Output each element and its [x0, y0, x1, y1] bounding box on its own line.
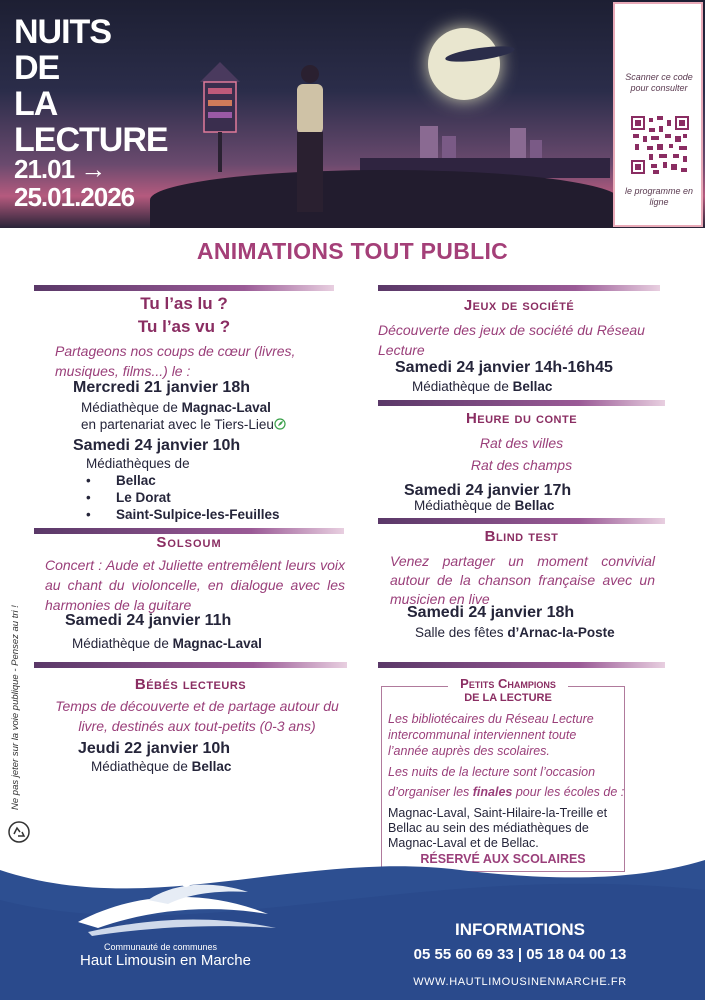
event-dates: 21.01 → 25.01.2026 [14, 154, 135, 212]
event-place: Médiathèque de Magnac-Laval [72, 636, 262, 651]
city-skyline-illustration [360, 118, 610, 178]
list-item: • Saint-Sulpice-les-Feuilles [86, 506, 280, 523]
event-place: Médiathèque de Bellac [414, 498, 555, 513]
section-desc: Rat des champs [470, 457, 573, 473]
event-date: Samedi 24 janvier 11h [65, 612, 232, 629]
section-bar [378, 400, 665, 406]
champions-schools: Magnac-Laval, Saint-Hilaire-la-Treille et Bellac au sein des médiathèques de Magnac-Laval et de Bellac. [388, 806, 608, 850]
section-desc: Partageons nos coups de cœur (livres, musiques, films...) le : [55, 343, 296, 379]
section-bar [378, 518, 665, 524]
section-bar [378, 285, 660, 291]
section-title-solsoum: Solsoum [156, 534, 222, 551]
section-bar [34, 662, 347, 668]
list-item: • Bellac [86, 472, 280, 489]
section-bar [34, 285, 334, 291]
qr-top-text: Scanner ce code pour consulter [625, 72, 693, 93]
qr-panel [613, 2, 703, 227]
champions-note: RÉSERVÉ AUX SCOLAIRES [420, 852, 586, 866]
info-website[interactable]: WWW.HAUTLIMOUSINENMARCHE.FR [413, 976, 627, 988]
community-logo [78, 870, 278, 940]
event-date: Mercredi 21 janvier 18h [73, 379, 250, 396]
event-date: Samedi 24 janvier 18h [407, 604, 575, 621]
section-title-tu-las-lu: Tu l’as lu ? Tu l’as vu ? [137, 294, 231, 336]
moon-illustration [428, 28, 500, 100]
header-banner [0, 0, 705, 228]
section-desc: Rat des villes [479, 435, 564, 451]
info-phone[interactable]: 05 55 60 69 33 | 05 18 04 00 13 [413, 946, 627, 963]
person-illustration [285, 60, 335, 225]
section-desc: Découverte des jeux de société du Réseau Lecture [378, 322, 645, 358]
event-date: Jeudi 22 janvier 10h [78, 740, 231, 757]
logo-subtitle: Communauté de communes [104, 942, 218, 952]
event-date: Samedi 24 janvier 14h-16h45 [395, 359, 613, 376]
event-place: Salle des fêtes d’Arnac-la-Poste [415, 625, 615, 640]
logo-name: Haut Limousin en Marche [80, 952, 251, 969]
champions-desc: Les bibliotécaires du Réseau Lecture intercommunal interviennent toute l’année auprès des scolaires. [388, 712, 594, 758]
event-place: Médiathèque de Bellac [91, 759, 232, 774]
page-title: ANIMATIONS TOUT PUBLIC [196, 238, 509, 264]
library-list [86, 472, 280, 523]
book-box-illustration [196, 52, 244, 172]
event-place: Médiathèques de [86, 456, 190, 471]
event-date: Samedi 24 janvier 17h [404, 482, 572, 499]
section-title-conte: Heure du conte [465, 410, 578, 427]
section-title-bebes: Bébés lecteurs [134, 676, 247, 693]
leaf-icon [274, 418, 286, 430]
section-bar [378, 662, 665, 668]
info-title: INFORMATIONS [454, 920, 585, 939]
champions-desc: Les nuits de la lecture sont l’occasion d’organiser les finales pour les écoles de : [388, 765, 625, 799]
section-title-jeux: Jeux de société [463, 297, 575, 314]
event-place: Médiathèque de Bellac [412, 379, 553, 394]
event-partner: en partenariat avec le Tiers-Lieu [81, 417, 286, 432]
qr-bottom-text: le programme en ligne [624, 186, 694, 207]
event-title: NUITS DE LA LECTURE [14, 13, 168, 159]
qr-code-icon[interactable] [631, 116, 689, 174]
section-desc: Temps de découverte et de partage autour du livre, destinés aux tout-petits (0-3 ans) [55, 698, 339, 734]
champions-title: Petits Champions DE LA LECTURE [448, 677, 568, 705]
event-date: Samedi 24 janvier 10h [73, 437, 241, 454]
section-desc: Concert : Aude et Juliette entremêlent leurs voix au chant du violoncelle, en dialogue avec les harmonies de la guitare [45, 557, 345, 613]
hills-illustration [150, 170, 620, 228]
event-place: Médiathèque de Magnac-Laval [81, 400, 271, 415]
disposal-notice: Ne pas jeter sur la voie publique - Pensez au tri ! [10, 605, 21, 810]
list-item: • Le Dorat [86, 489, 280, 506]
section-title-blind: Blind test [484, 528, 559, 545]
section-desc: Venez partager un moment convivial autour de la chanson française avec un musicien en live [390, 553, 655, 607]
